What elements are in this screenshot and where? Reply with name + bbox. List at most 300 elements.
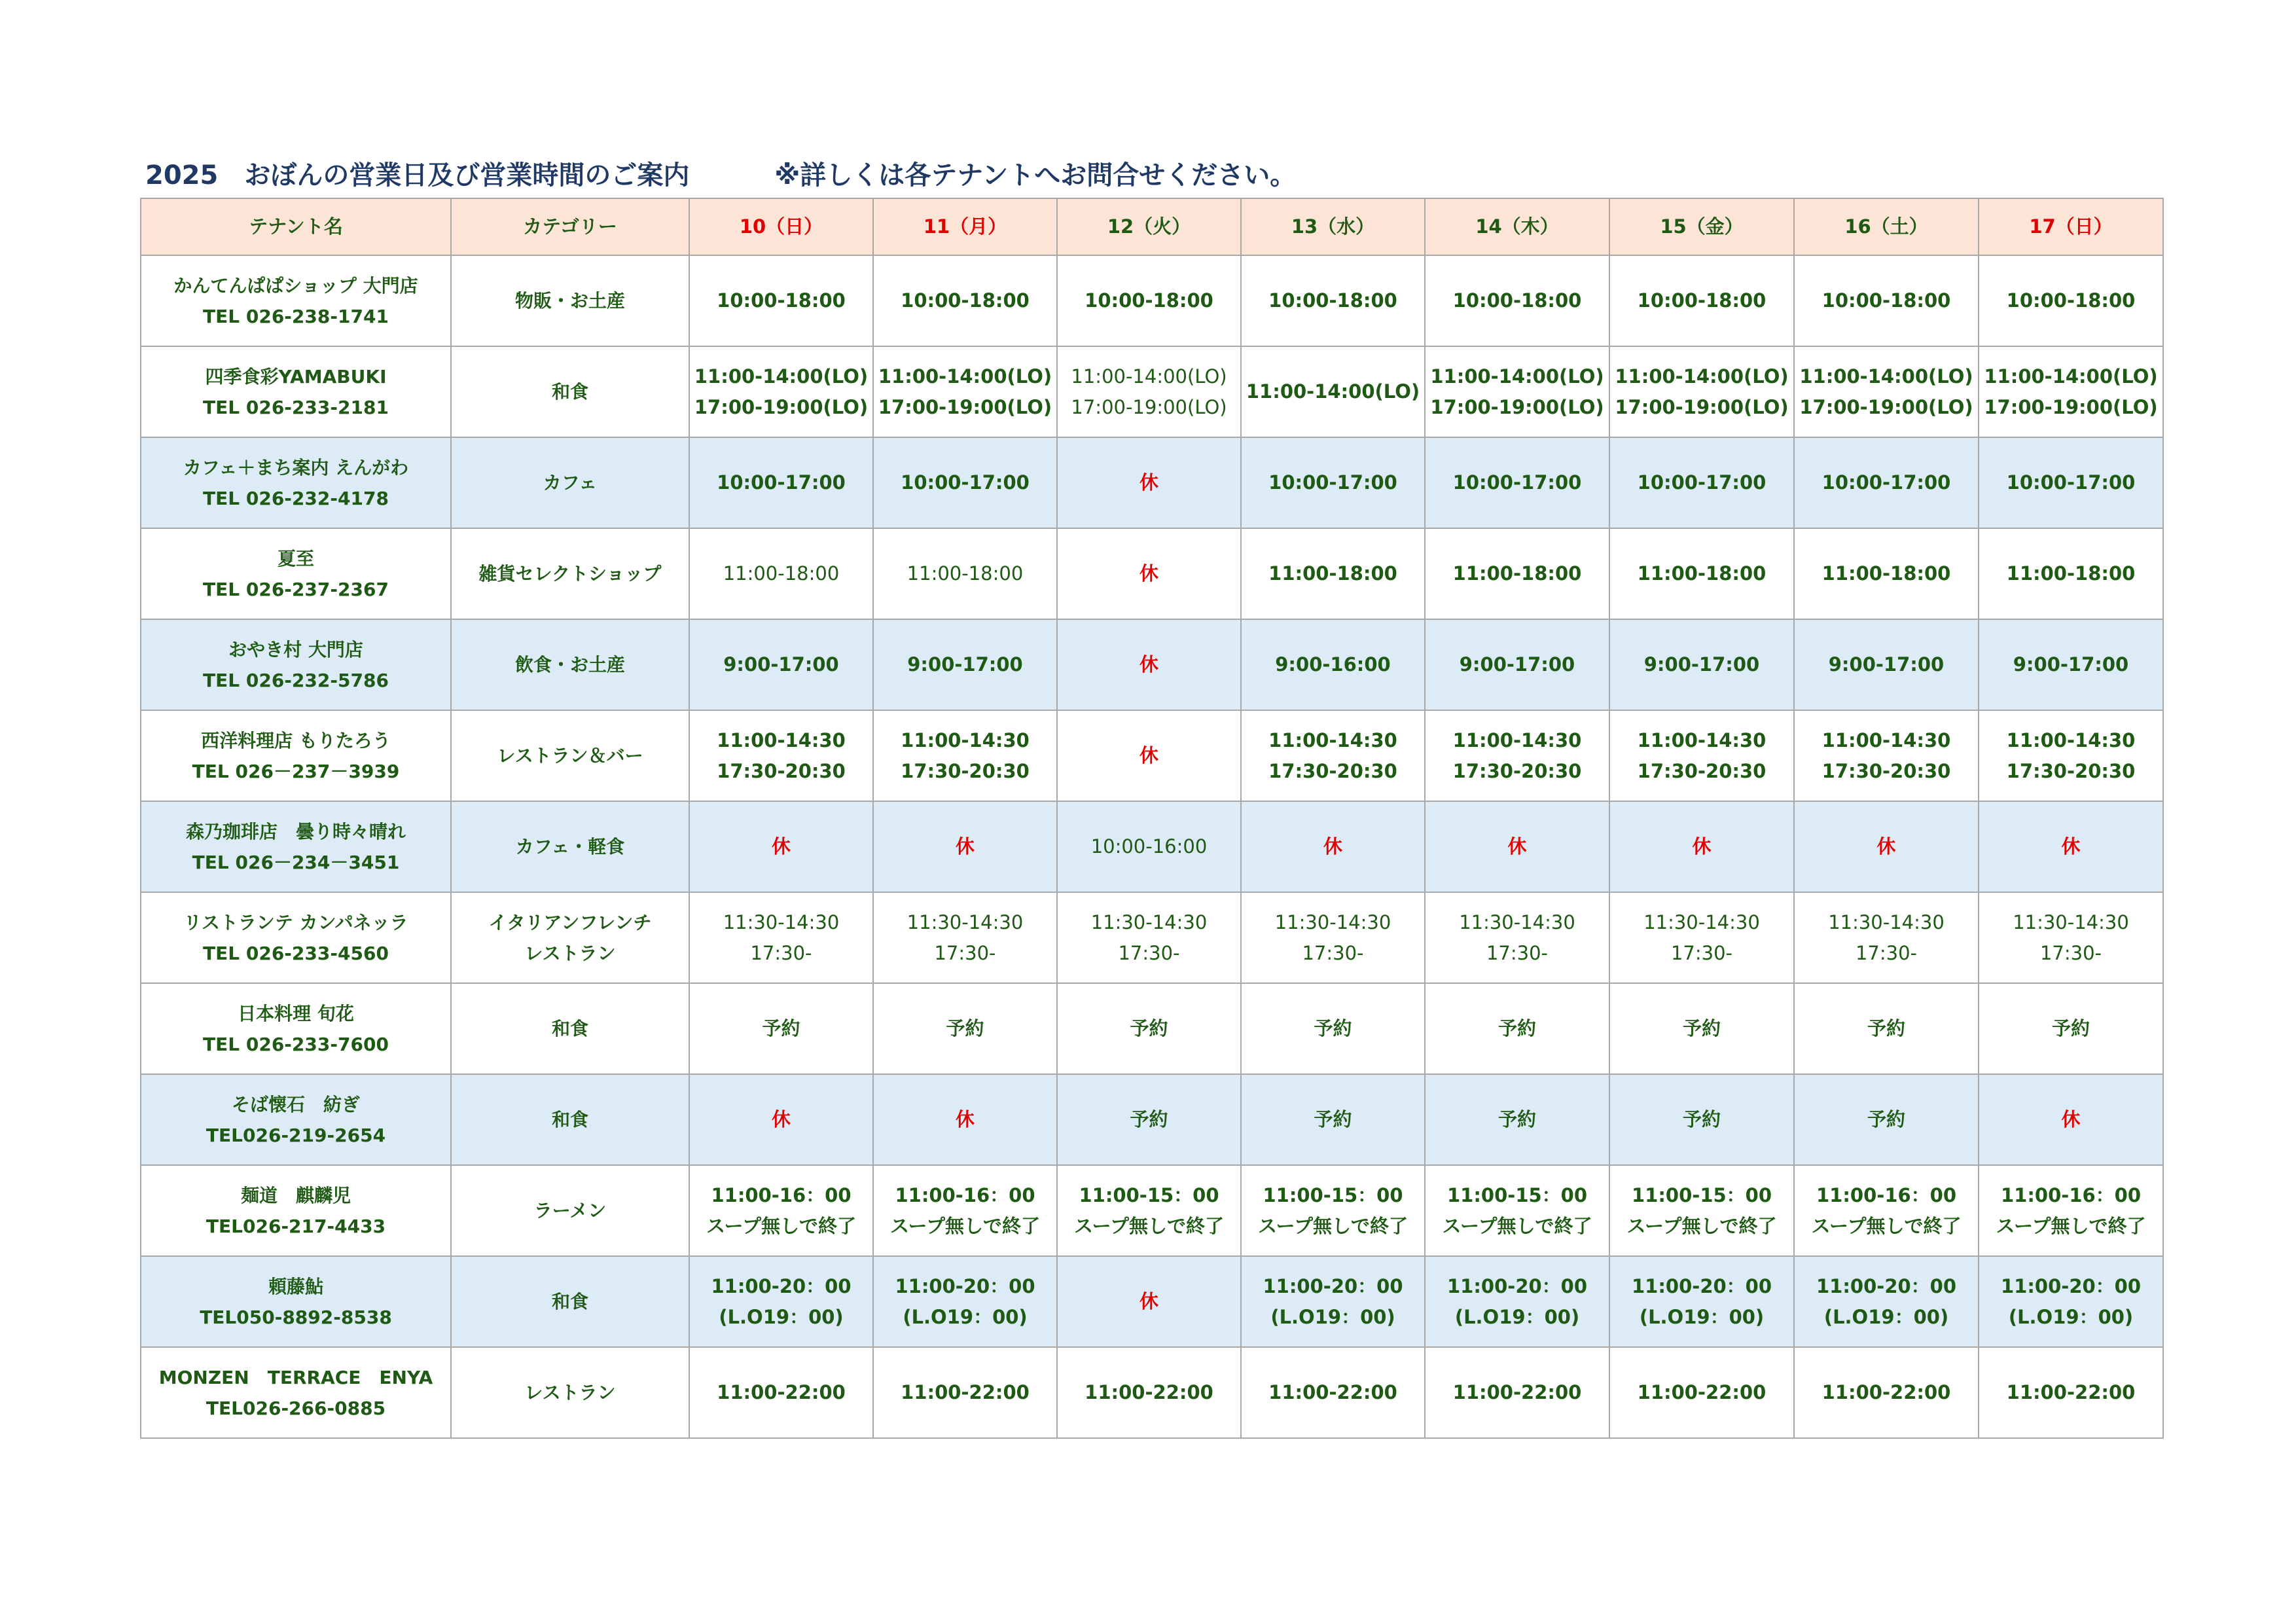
cell-line: 11:00-20：00 (711, 1274, 852, 1297)
cell-line: 11:00-14:30 (1637, 729, 1767, 751)
cell-line: 休 (1323, 835, 1342, 857)
cell-line: カフェ (543, 472, 598, 494)
hours-cell (689, 619, 873, 710)
hours-cell (1609, 255, 1794, 346)
hours-cell (873, 437, 1057, 528)
hours-cell (1609, 983, 1794, 1074)
cell-line: 予約 (946, 1017, 984, 1039)
cell-line: 11:00-18:00 (2006, 562, 2136, 585)
hours-cell (1425, 255, 1609, 346)
cell-line: 休 (1139, 744, 1158, 767)
hours-cell (1609, 892, 1794, 983)
category-cell (451, 710, 689, 801)
cell-line: 11:30-14:30 (1643, 911, 1760, 933)
cell-line: 11:00-20：00 (1816, 1274, 1957, 1297)
hours-cell (873, 528, 1057, 619)
hours-cell (1425, 1347, 1609, 1438)
hours-cell (1794, 255, 1979, 346)
hours-cell (1425, 1165, 1609, 1256)
cell-line: 10:00-17:00 (1821, 471, 1951, 494)
cell-line: 予約 (1314, 1017, 1352, 1039)
cell-line: 予約 (762, 1017, 800, 1039)
table-row (141, 1165, 2163, 1256)
cell-line: 休 (1139, 471, 1158, 494)
cell-line: 17:30- (1486, 941, 1549, 964)
cell-line: 休 (2061, 1108, 2081, 1130)
cell-line: スープ無しで終了 (1811, 1214, 1962, 1237)
hours-cell (1057, 1256, 1241, 1347)
cell-line: 17:30-20:30 (901, 759, 1030, 782)
tenant-name: 四季食彩YAMABUKI (205, 365, 387, 388)
hours-cell (1794, 437, 1979, 528)
cell-line: ラーメン (533, 1200, 607, 1221)
category-cell (451, 346, 689, 437)
cell-line: 予約 (1498, 1017, 1536, 1039)
cell-line: 休 (1876, 835, 1896, 857)
cell-line: 休 (1692, 835, 1712, 857)
hours-cell (1609, 619, 1794, 710)
cell-line: 10:00-17:00 (2006, 471, 2136, 494)
hours-cell (873, 1256, 1057, 1347)
cell-line: 休 (1507, 835, 1527, 857)
tenant-tel: TEL026-217-4433 (206, 1215, 386, 1237)
hours-cell (689, 255, 873, 346)
cell-line: スープ無しで終了 (706, 1214, 857, 1237)
tenant-tel: TEL 026-232-5786 (203, 669, 389, 691)
cell-line: 17:30-20:30 (1821, 759, 1951, 782)
table-header-row (141, 198, 2163, 255)
cell-line: 10:00-17:00 (1268, 471, 1397, 494)
tenant-name: 夏至 (277, 547, 314, 569)
cell-line: 11:00-18:00 (1268, 562, 1397, 585)
hours-cell (1794, 1165, 1979, 1256)
hours-cell (1057, 255, 1241, 346)
hours-cell (1609, 1074, 1794, 1165)
tenant-name: そば懐石 紡ぎ (231, 1093, 360, 1115)
table-row (141, 983, 2163, 1074)
hours-cell (1794, 528, 1979, 619)
header-day-11: 11（月） (873, 198, 1057, 255)
cell-line: 11:00-18:00 (723, 562, 840, 585)
cell-line: 物販・お土産 (514, 290, 625, 312)
hours-cell (689, 437, 873, 528)
hours-cell (1979, 1347, 2163, 1438)
cell-line: 和食 (551, 1291, 588, 1312)
hours-cell (1241, 1256, 1425, 1347)
cell-line: レストラン (524, 1382, 616, 1403)
cell-line: 11:00-14:00(LO) (1615, 365, 1789, 388)
hours-cell (1241, 1347, 1425, 1438)
category-cell (451, 1347, 689, 1438)
cell-line: 飲食・お土産 (514, 654, 625, 676)
hours-cell (1241, 255, 1425, 346)
hours-cell (873, 983, 1057, 1074)
cell-line: 11:00-20：00 (1263, 1274, 1403, 1297)
cell-line: 11:00-22:00 (901, 1381, 1030, 1403)
hours-cell (1057, 892, 1241, 983)
table-row (141, 1347, 2163, 1438)
page-title: 2025 おぼんの営業日及び営業時間のご案内 (145, 160, 690, 190)
cell-line: (L.O19：00) (1823, 1305, 1949, 1328)
hours-cell (1609, 1347, 1794, 1438)
cell-line: (L.O19：00) (903, 1305, 1028, 1328)
hours-cell (1609, 1165, 1794, 1256)
tenant-cell (141, 801, 451, 892)
hours-cell (1609, 437, 1794, 528)
cell-line: 11:00-22:00 (717, 1381, 846, 1403)
hours-cell (689, 1165, 873, 1256)
hours-cell (1057, 710, 1241, 801)
cell-line: スープ無しで終了 (1073, 1214, 1225, 1237)
tenant-tel: TEL 026－234－3451 (192, 851, 400, 873)
tenant-name: 日本料理 旬花 (238, 1002, 354, 1024)
cell-line: 和食 (551, 1018, 588, 1039)
cell-line: 17:30- (1855, 941, 1918, 964)
tenant-tel: TEL 026-233-7600 (203, 1033, 389, 1055)
cell-line: 11:00-18:00 (906, 562, 1024, 585)
tenant-tel: TEL 026-233-4560 (203, 942, 389, 964)
cell-line: スープ無しで終了 (1442, 1214, 1592, 1237)
cell-line: レストラン (524, 942, 616, 964)
cell-line: 休 (771, 835, 791, 857)
cell-line: 休 (955, 835, 975, 857)
tenant-name: MONZEN TERRACE ENYA (158, 1366, 433, 1388)
cell-line: 11:00-14:30 (1452, 729, 1582, 751)
hours-cell (1794, 346, 1979, 437)
table-row (141, 801, 2163, 892)
category-cell (451, 437, 689, 528)
cell-line: 11:00-18:00 (1637, 562, 1767, 585)
hours-cell (1241, 528, 1425, 619)
cell-line: 17:00-19:00(LO) (1430, 395, 1604, 418)
header-day-17: 17（日） (1979, 198, 2163, 255)
cell-line: 9:00-17:00 (907, 653, 1023, 676)
tenant-name: リストランテ カンパネッラ (183, 911, 408, 933)
cell-line: 10:00-18:00 (717, 289, 846, 312)
hours-cell (1794, 892, 1979, 983)
cell-line: 17:30- (1118, 941, 1180, 964)
cell-line: 11:00-14:30 (1268, 729, 1397, 751)
cell-line: スープ無しで終了 (1257, 1214, 1408, 1237)
hours-cell (1425, 528, 1609, 619)
hours-cell (1057, 1074, 1241, 1165)
cell-line: 11:00-14:00(LO) (1984, 365, 2158, 388)
tenant-tel: TEL050-8892-8538 (200, 1306, 392, 1328)
cell-line: 17:30-20:30 (1268, 759, 1397, 782)
hours-cell (1979, 528, 2163, 619)
tenant-tel: TEL026-266-0885 (206, 1397, 386, 1419)
hours-cell (1609, 528, 1794, 619)
cell-line: 17:00-19:00(LO) (1615, 395, 1789, 418)
hours-cell (1425, 892, 1609, 983)
cell-line: スープ無しで終了 (1626, 1214, 1777, 1237)
hours-cell (1979, 983, 2163, 1074)
cell-line: 9:00-17:00 (1828, 653, 1945, 676)
cell-line: 17:30-20:30 (2006, 759, 2136, 782)
cell-line: 休 (955, 1108, 975, 1130)
category-cell (451, 1074, 689, 1165)
cell-line: 予約 (1867, 1017, 1905, 1039)
tenant-name: 頼藤鮎 (268, 1275, 323, 1297)
cell-line: 17:00-19:00(LO) (1984, 395, 2158, 418)
hours-cell (1057, 346, 1241, 437)
tenant-tel: TEL026-219-2654 (206, 1124, 386, 1146)
hours-cell (1979, 619, 2163, 710)
hours-cell (1794, 1074, 1979, 1165)
schedule-table (140, 198, 2164, 1439)
cell-line: 11:00-20：00 (1446, 1274, 1588, 1297)
tenant-cell (141, 255, 451, 346)
tenant-cell (141, 346, 451, 437)
hours-cell (1241, 801, 1425, 892)
hours-cell (873, 1165, 1057, 1256)
cell-line: 休 (771, 1108, 791, 1130)
cell-line: 和食 (551, 1109, 588, 1130)
cell-line: 17:30-20:30 (717, 759, 846, 782)
hours-cell (873, 892, 1057, 983)
hours-cell (1979, 437, 2163, 528)
cell-line: 休 (1139, 653, 1158, 676)
header-day-14: 14（木） (1425, 198, 1609, 255)
cell-line: 17:00-19:00(LO) (694, 395, 869, 418)
cell-line: 11:00-18:00 (1452, 562, 1582, 585)
cell-line: 11:00-15：00 (1079, 1183, 1219, 1206)
hours-cell (1609, 1256, 1794, 1347)
header-day-13: 13（水） (1241, 198, 1425, 255)
category-cell (451, 1165, 689, 1256)
hours-cell (1979, 1256, 2163, 1347)
hours-cell (1057, 983, 1241, 1074)
hours-cell (689, 710, 873, 801)
cell-line: 10:00-18:00 (1268, 289, 1397, 312)
cell-line: 11:00-14:30 (717, 729, 846, 751)
cell-line: 雑貨セレクトショップ (478, 563, 662, 585)
hours-cell (1979, 801, 2163, 892)
cell-line: カフェ・軽食 (515, 836, 625, 857)
cell-line: 11:00-16：00 (711, 1183, 852, 1206)
cell-line: 9:00-17:00 (1643, 653, 1760, 676)
cell-line: 11:30-14:30 (906, 911, 1024, 933)
cell-line: 予約 (1498, 1108, 1536, 1130)
cell-line: 10:00-18:00 (901, 289, 1030, 312)
cell-line: 休 (1139, 562, 1158, 585)
hours-cell (1241, 710, 1425, 801)
hours-cell (1425, 710, 1609, 801)
hours-cell (1609, 346, 1794, 437)
cell-line: 11:00-22:00 (1821, 1381, 1951, 1403)
cell-line: 11:00-20：00 (2000, 1274, 2142, 1297)
cell-line: 11:00-16：00 (1816, 1183, 1957, 1206)
cell-line: 11:00-14:00(LO) (1799, 365, 1973, 388)
hours-cell (1241, 346, 1425, 437)
tenant-tel: TEL 026-238-1741 (203, 305, 389, 327)
cell-line: 10:00-18:00 (2006, 289, 2136, 312)
table-row (141, 528, 2163, 619)
cell-line: (L.O19：00) (1639, 1305, 1765, 1328)
table-row (141, 1074, 2163, 1165)
cell-line: 11:00-20：00 (1631, 1274, 1772, 1297)
hours-cell (1979, 1165, 2163, 1256)
cell-line: 10:00-17:00 (1452, 471, 1582, 494)
hours-cell (873, 1347, 1057, 1438)
hours-cell (1241, 1074, 1425, 1165)
cell-line: 11:00-14:00(LO) (1071, 365, 1227, 388)
tenant-name: おやき村 大門店 (228, 638, 363, 660)
cell-line: 17:30- (2039, 941, 2102, 964)
cell-line: 11:00-14:00(LO) (694, 365, 869, 388)
cell-line: 11:00-14:30 (901, 729, 1030, 751)
hours-cell (1979, 710, 2163, 801)
tenant-tel: TEL 026－237－3939 (192, 760, 400, 782)
hours-cell (689, 1256, 873, 1347)
hours-cell (1057, 437, 1241, 528)
cell-line: 11:00-16：00 (895, 1183, 1035, 1206)
cell-line: スープ無しで終了 (1996, 1214, 2146, 1237)
cell-line: (L.O19：00) (2008, 1305, 2134, 1328)
hours-cell (1794, 710, 1979, 801)
cell-line: 9:00-17:00 (723, 653, 839, 676)
header-tenant: テナント名 (141, 198, 451, 255)
cell-line: 17:30- (934, 941, 996, 964)
cell-line: スープ無しで終了 (889, 1214, 1041, 1237)
header-category: カテゴリー (451, 198, 689, 255)
hours-cell (1425, 983, 1609, 1074)
tenant-cell (141, 1347, 451, 1438)
hours-cell (873, 346, 1057, 437)
cell-line: 17:00-19:00(LO) (1799, 395, 1973, 418)
tenant-cell (141, 437, 451, 528)
category-cell (451, 619, 689, 710)
tenant-name: カフェ＋まち案内 えんがわ (183, 456, 409, 478)
hours-cell (1425, 1074, 1609, 1165)
header-day-10: 10（日） (689, 198, 873, 255)
hours-cell (1425, 346, 1609, 437)
cell-line: イタリアンフレンチ (488, 911, 652, 933)
cell-line: 11:00-15：00 (1631, 1183, 1772, 1206)
hours-cell (1241, 619, 1425, 710)
cell-line: レストラン＆バー (497, 745, 643, 767)
cell-line: 予約 (1682, 1108, 1721, 1130)
hours-cell (1609, 710, 1794, 801)
cell-line: 11:00-18:00 (1821, 562, 1951, 585)
hours-cell (1425, 1256, 1609, 1347)
cell-line: 11:30-14:30 (1090, 911, 1208, 933)
header-day-16: 16（土） (1794, 198, 1979, 255)
cell-line: 11:00-15：00 (1263, 1183, 1403, 1206)
hours-cell (1425, 801, 1609, 892)
cell-line: 17:30- (1302, 941, 1364, 964)
cell-line: 11:00-20：00 (895, 1274, 1035, 1297)
hours-cell (689, 1347, 873, 1438)
hours-cell (1979, 892, 2163, 983)
tenant-tel: TEL 026-233-2181 (203, 396, 389, 418)
hours-cell (1979, 1074, 2163, 1165)
tenant-tel: TEL 026-232-4178 (203, 487, 389, 509)
page-note: ※詳しくは各テナントへお問合せください。 (774, 160, 1297, 190)
hours-cell (689, 892, 873, 983)
category-cell (451, 983, 689, 1074)
cell-line: 10:00-18:00 (1821, 289, 1951, 312)
cell-line: 10:00-16:00 (1090, 835, 1208, 857)
cell-line: 17:00-19:00(LO) (878, 395, 1052, 418)
cell-line: 10:00-18:00 (1452, 289, 1582, 312)
hours-cell (1979, 346, 2163, 437)
cell-line: 10:00-18:00 (1085, 289, 1213, 312)
header-day-12: 12（火） (1057, 198, 1241, 255)
cell-line: 休 (1139, 1290, 1158, 1312)
hours-cell (689, 983, 873, 1074)
table-row (141, 255, 2163, 346)
cell-line: 11:00-14:00(LO) (878, 365, 1052, 388)
cell-line: 11:00-22:00 (1637, 1381, 1767, 1403)
table-row (141, 1256, 2163, 1347)
tenant-cell (141, 710, 451, 801)
table-row (141, 892, 2163, 983)
cell-line: (L.O19：00) (1454, 1305, 1580, 1328)
hours-cell (1794, 983, 1979, 1074)
table-row (141, 619, 2163, 710)
tenant-name: かんてんぱぱショップ 大門店 (173, 274, 418, 297)
cell-line: 予約 (1130, 1108, 1168, 1130)
tenant-cell (141, 619, 451, 710)
hours-cell (1609, 801, 1794, 892)
cell-line: 11:00-22:00 (1452, 1381, 1582, 1403)
cell-line: 10:00-17:00 (717, 471, 846, 494)
tenant-name: 森乃珈琲店 曇り時々晴れ (185, 820, 406, 842)
hours-cell (689, 346, 873, 437)
category-cell (451, 255, 689, 346)
cell-line: 和食 (551, 381, 588, 403)
hours-cell (1241, 437, 1425, 528)
page-header (145, 149, 1296, 196)
cell-line: 予約 (2051, 1017, 2090, 1039)
cell-line: 9:00-17:00 (2013, 653, 2129, 676)
tenant-cell (141, 1165, 451, 1256)
cell-line: 11:00-22:00 (1268, 1381, 1397, 1403)
table-row (141, 710, 2163, 801)
category-cell (451, 801, 689, 892)
table-row (141, 346, 2163, 437)
cell-line: 17:30- (750, 941, 812, 964)
tenant-cell (141, 528, 451, 619)
cell-line: 17:30-20:30 (1637, 759, 1767, 782)
hours-cell (689, 528, 873, 619)
cell-line: 10:00-17:00 (1637, 471, 1767, 494)
tenant-cell (141, 983, 451, 1074)
hours-cell (1241, 1165, 1425, 1256)
hours-cell (1425, 619, 1609, 710)
table-row (141, 437, 2163, 528)
cell-line: 予約 (1130, 1017, 1168, 1039)
cell-line: 11:30-14:30 (1828, 911, 1945, 933)
cell-line: 11:30-14:30 (1459, 911, 1575, 933)
hours-cell (1794, 1347, 1979, 1438)
cell-line: 11:00-14:30 (1821, 729, 1951, 751)
hours-cell (1794, 801, 1979, 892)
cell-line: 11:00-22:00 (1085, 1381, 1213, 1403)
hours-cell (873, 1074, 1057, 1165)
cell-line: 予約 (1867, 1108, 1905, 1130)
hours-cell (1057, 528, 1241, 619)
cell-line: 11:30-14:30 (1274, 911, 1391, 933)
header-day-15: 15（金） (1609, 198, 1794, 255)
tenant-cell (141, 1074, 451, 1165)
category-cell (451, 528, 689, 619)
cell-line: 17:30- (1670, 941, 1733, 964)
cell-line: 11:00-14:30 (2006, 729, 2136, 751)
hours-cell (873, 619, 1057, 710)
tenant-name: 麺道 麒麟児 (240, 1184, 351, 1206)
